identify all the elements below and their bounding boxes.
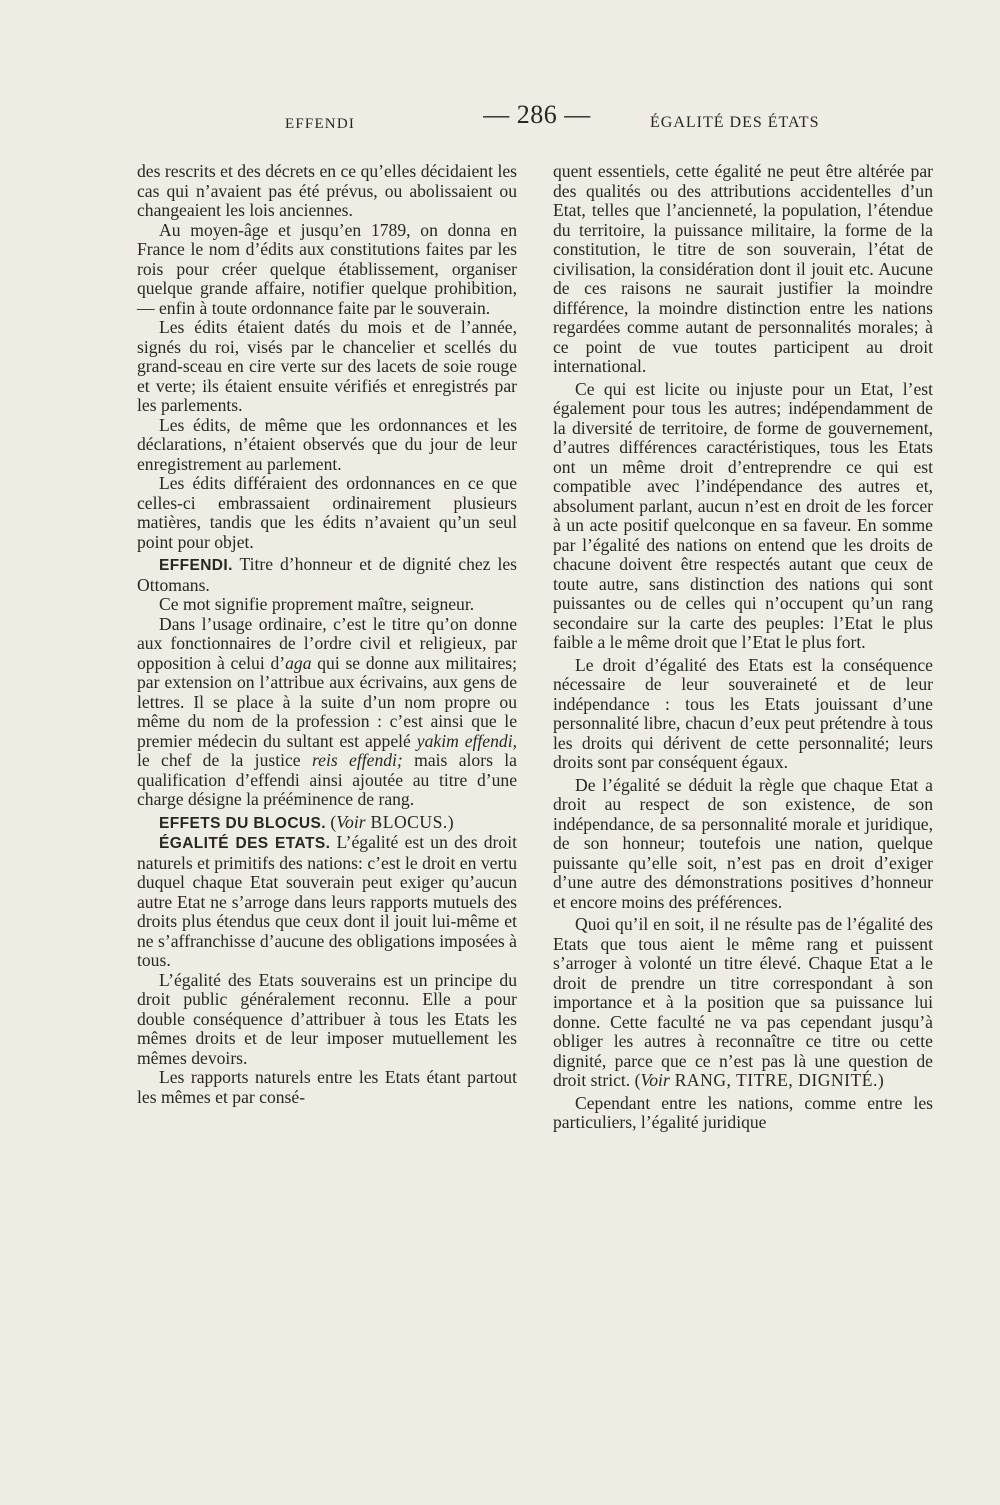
cross-reference-voir: Voir [336, 811, 366, 832]
paragraph [553, 915, 933, 1091]
header-left-headword: EFFENDI [285, 116, 356, 132]
entry-headword: ÉGALITÉ DES ETATS. [159, 835, 331, 852]
paragraph: Cependant entre les nations, comme entre les particuliers, l’égalité juridique [553, 1092, 933, 1132]
cross-reference-voir: Voir [640, 1070, 670, 1090]
text-run: Dans l’usage ordinaire, c’est le titre qu’on donne aux fonctionnaires de l’ordre civil et religieux, par opposition à celui d’ [137, 613, 517, 673]
cross-reference-target: BLOCUS.) [365, 811, 455, 832]
entry-effendi [137, 555, 517, 595]
cross-reference-target: RANG, TITRE, DIGNITÉ.) [669, 1070, 885, 1090]
right-column [553, 162, 933, 1133]
paragraph: Au moyen-âge et jusqu’en 1789, on donna en France le nom d’édits aux constitutions faites par les rois pour créer quelque établissement, organiser quelque grande affaire, notifier quelque prohibition, — enfin à toute ordonnance faite par le souverain. [137, 219, 517, 318]
page-number: — 286 — [483, 100, 591, 129]
entry-headword: EFFETS DU BLOCUS. [159, 814, 326, 832]
italic-term: yakim effendi, [416, 730, 518, 751]
entry-headword: EFFENDI. [159, 557, 233, 574]
text-run: qui se donne aux militaires; par extension on l’attribue aux écrivains, aux gens de lettres. Il se place à la suite d’un nom propre ou même du nom de la profession : c’est ainsi que le premier médecin du sultant est appelé [137, 652, 517, 751]
entry-definition: L’égalité est un des droit naturels et primitifs des nations: c’est le droit en vertu duquel chaque Etat souverain peut exiger qu’aucun autre Etat ne s’arroge dans leurs rapports mutuels des droits plus étendus que ceux dont il jouit lui-même et ne s’affranchisse d’aucune des obligations imposées à tous. [137, 832, 517, 970]
paragraph [137, 615, 517, 810]
paragraph: Les rapports naturels entre les Etats étant partout les mêmes et par consé- [137, 1067, 517, 1107]
text-run: ( [325, 811, 337, 832]
text-run: mais alors la qualification d’effendi ainsi ajoutée au titre d’une charge désigne la prééminence de rang. [137, 750, 517, 809]
paragraph: L’égalité des Etats souverains est un principe du droit public généralement reconnu. Elle a pour double conséquence d’attribuer à tous les Etats les mêmes droits et de leur imposer mutuellement les mêmes devoirs. [137, 969, 517, 1068]
paragraph: Les édits différaient des ordonnances en ce que celles-ci embrassaient ordinairement plusieurs matières, tandis que les édits n’avaient qu’un seul point pour objet. [137, 473, 517, 552]
header-right-headword: ÉGALITÉ DES ÉTATS [650, 114, 820, 131]
paragraph: Les édits, de même que les ordonnances et les déclarations, n’étaient observés que du jour de leur enregistrement au parlement. [137, 414, 517, 474]
entry-effets-du-blocus [137, 813, 517, 834]
paragraph: Le droit d’égalité des Etats est la conséquence nécessaire de leur souveraineté et de leur indépendance : tous les Etats jouissant d’une personnalité libre, chacun d’eux peut prétendre à tous les droits qui dérivent de cette personnalité; leurs droits sont par conséquent égaux. [553, 654, 933, 772]
entry-definition: Titre d’honneur et de dignité chez les Ottomans. [137, 554, 517, 595]
text-run: Quoi qu’il en soit, il ne résulte pas de l’égalité des Etats que tous aient le même rang et puissent s’arroger à volonté un titre élevé. Chaque Etat a le droit de prendre un titre correspondant à son importance et à la position que sa puissance lui donne. Cette faculté ne va pas cependant jusqu’à obliger les autres à reconnaître ce titre ou cette dignité, parce que ce n’est pas là une question de droit strict. ( [553, 914, 933, 1090]
paragraph: Ce mot signifie proprement maître, seigneur. [159, 594, 475, 614]
paragraph: Les édits étaient datés du mois et de l’année, signés du roi, visés par le chancelier et scellés du grand-sceau en cire verte sur des lacets de soie rouge et verte; ils étaient ensuite vérifiés et enregistrés par les parlements. [137, 317, 517, 415]
left-column [137, 162, 517, 1107]
paragraph: des rescrits et des décrets en ce qu’elles décidaient les cas qui n’avaient pas été prévus, ou abolissaient ou changeaient les lois anciennes. [137, 161, 517, 220]
paragraph: quent essentiels, cette égalité ne peut être altérée par des qualités ou des attributions accidentelles d’un Etat, telles que l’ancienneté, la population, l’étendue du territoire, la puissance militaire, la forme de la constitution, le titre de son souverain, l’état de civilisation, la considération dont il jouit etc. Aucune de ces raisons ne saurait justifier la moindre différence, la moindre distinction entre les nations regardées comme autant de personnalités morales; à ce point de vue toutes participent au droit international. [553, 161, 933, 376]
running-head [130, 100, 840, 140]
paragraph: De l’égalité se déduit la règle que chaque Etat a droit au respect de son existence, de son indépendance, de sa personnalité morale et juridique, de son honneur; toutefois une nation, quelque puissante qu’elle soit, n’est pas en droit d’exiger d’une autre des démonstrations positives d’honneur et encore moins des préférences. [553, 774, 933, 912]
paragraph: Ce qui est licite ou injuste pour un Etat, l’est également pour tous les autres; indépendamment de la diversité de territoire, de forme de gouvernement, d’autres différences caractéristiques, tous les Etats ont un même droit d’entreprendre ce qui est compatible avec l’indépendance des autres et, absolument parlant, aucun n’est en droit de les forcer à un acte positif quelconque en sa faveur. En somme par l’égalité des nations on entend que les droits de chacune doivent être respectés autant que ceux de toute autre, sans distinction des nations qui sont puissantes ou de celles qui n’occupent qu’un rang secondaire sur la carte des peuples: l’Etat le plus faible a le même droit que l’Etat le plus fort. [553, 378, 933, 652]
italic-term: reis effendi; [311, 750, 403, 770]
entry-egalite-des-etats [137, 833, 517, 971]
text-run: le chef de la justice [137, 750, 312, 770]
italic-term: aga [285, 652, 312, 673]
